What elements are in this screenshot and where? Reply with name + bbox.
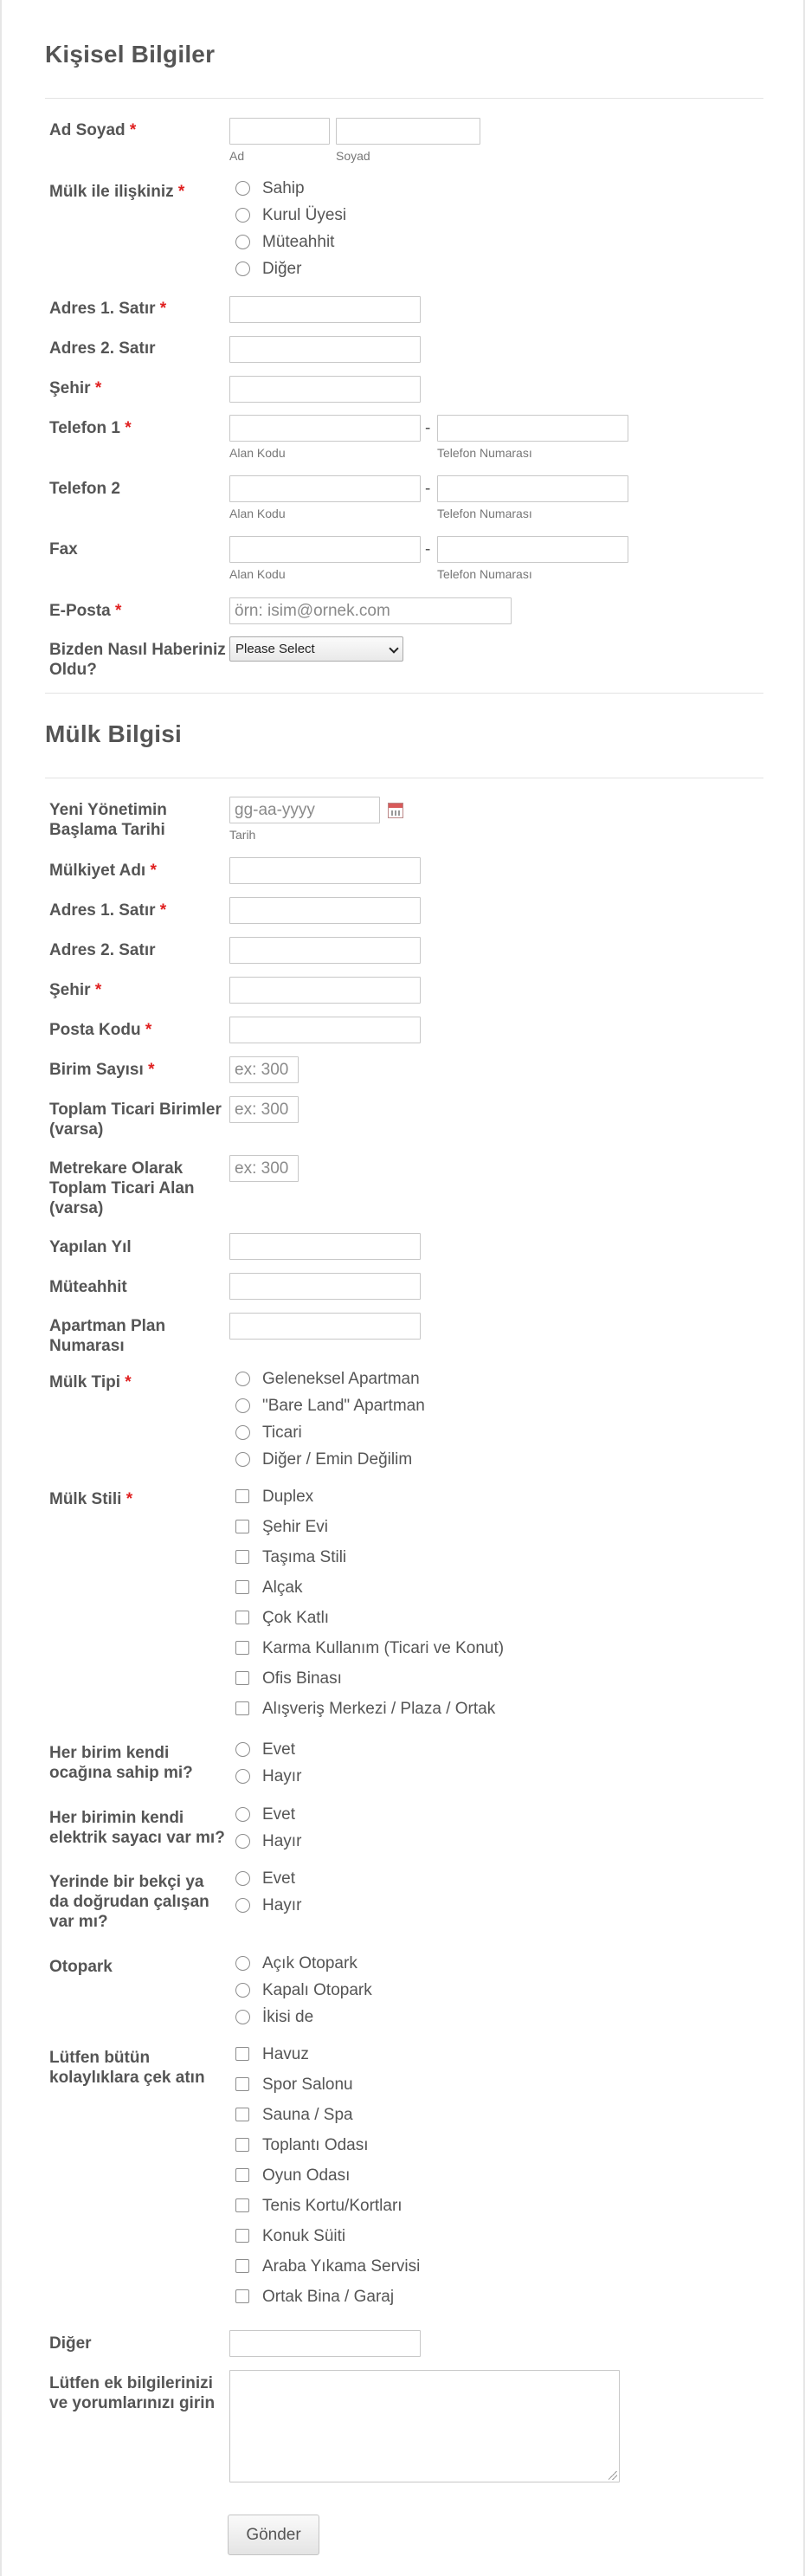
commercial-area-label: Metrekare Olarak Toplam Ticari Alan (varsa) — [49, 1159, 195, 1217]
parking-label: Otopark — [49, 1958, 113, 1976]
property-address1-label: Adres 1. Satır * — [49, 901, 167, 920]
phone2-label: Telefon 2 — [49, 480, 120, 498]
phone1-number-input[interactable] — [437, 415, 628, 442]
checkbox[interactable] — [235, 1611, 249, 1624]
own-meter-label: Her birimin kendi elektrik sayacı var mı? — [49, 1809, 225, 1847]
commercial-units-label: Toplam Ticari Birimler (varsa) — [49, 1101, 222, 1139]
first-name-input[interactable] — [229, 118, 330, 145]
checkbox[interactable] — [235, 1489, 249, 1503]
property-name-input[interactable] — [229, 857, 421, 884]
email-input[interactable] — [229, 597, 512, 624]
radio-button[interactable] — [235, 1871, 250, 1886]
property-city-label: Şehir * — [49, 981, 102, 999]
start-date-sublabel: Tarih — [229, 828, 256, 842]
other-input[interactable] — [229, 2330, 421, 2357]
radio-button[interactable] — [235, 1956, 250, 1971]
phone1-label: Telefon 1 * — [49, 419, 132, 437]
form: Kişisel Bilgiler Ad Soyad * Ad Soyad Mülk ile ilişkiniz * Sahip Kurul Üyesi Müteahhit Diğer Adres 1. Satır * Adres 2. Satır Şehir * Telefon 1 * - Alan Kodu Telefon Numarası Telefon 2 - Alan Kodu Telefon Numarası Fax - Alan Kodu Telefon Numarası E-Posta * örn: isim@ornek.com Bizden Nasıl Haberiniz Oldu? Please Select Mülk Bilgisi Yeni Yönetimin Başlama Tarihi gg-aa-yyyy Tarih Mülkiyet Adı * Adres 1. Satır * Adres 2. Satır Şehir * Posta Kodu * Birim Sayısı * ex: 300 Toplam Ticari Birimler (varsa) ex: 300 Metrekare Olarak Toplam Ticari Alan (varsa) ex: 300 Yapılan Yıl Müteahhit Apartman Plan Numarası Mülk Tipi * Geleneksel Apartman "Bare Land" Apartman Ticari Diğer / Emin Değilim Mülk Stili * Duplex Şehir Evi Taşıma Stili Alçak Çok Katlı Karma Kullanım (Ticari ve Konut) Ofis Binası Alışveriş Merkezi / Plaza / Ortak Her birim kendi ocağına sahip mi? Evet Hayır Her birimin kendi elektrik sayacı var mı? Evet Hayır Yerinde bir bekçi ya da doğrudan çalışan var mı? Evet Hayır Otopark Açık Otopark Kapalı Otopark İkisi de Lütfen bütün kolaylıklara çek atın Havuz Spor Salonu Sauna / Spa Toplantı Odası Oyun Odası Tenis Kortu/Kortları Konuk Süiti Araba Yıkama Servisi Ortak Bina / Garaj Diğer Lütfen ek bilgilerinizi ve yorumlarınızı girin Gönder — [0, 0, 805, 2576]
checkbox[interactable] — [235, 2259, 249, 2273]
comments-label: Lütfen ek bilgilerinizi ve yorumlarınızı girin — [49, 2374, 216, 2412]
calendar-icon[interactable] — [388, 803, 403, 818]
submit-button[interactable]: Gönder — [228, 2515, 319, 2555]
section-divider — [45, 693, 763, 694]
own-stove-label: Her birim kendi ocağına sahip mi? — [49, 1744, 193, 1782]
comments-textarea[interactable] — [229, 2370, 620, 2482]
heard-label: Bizden Nasıl Haberiniz Oldu? — [49, 641, 226, 679]
property-address2-label: Adres 2. Satır — [49, 941, 156, 959]
section-divider — [45, 98, 763, 99]
address2-input[interactable] — [229, 336, 421, 363]
resize-handle-icon[interactable] — [609, 2471, 617, 2480]
fax-number-sublabel: Telefon Numarası — [437, 567, 532, 581]
start-date-label: Yeni Yönetimin Başlama Tarihi — [49, 801, 167, 839]
radio-button[interactable] — [235, 2010, 250, 2024]
phone1-area-sublabel: Alan Kodu — [229, 446, 286, 460]
checkbox[interactable] — [235, 1580, 249, 1594]
address2-label: Adres 2. Satır — [49, 339, 156, 358]
checkbox[interactable] — [235, 2108, 249, 2121]
fax-area-sublabel: Alan Kodu — [229, 567, 286, 581]
commercial-area-input[interactable] — [229, 1155, 299, 1182]
other-label: Diğer — [49, 2334, 92, 2353]
last-name-sublabel: Soyad — [336, 149, 370, 163]
heard-selected-value: Please Select — [235, 642, 315, 656]
property-address1-input[interactable] — [229, 897, 421, 924]
radio-button[interactable] — [235, 1807, 250, 1822]
checkbox[interactable] — [235, 2168, 249, 2182]
amenities-label: Lütfen bütün kolaylıklara çek atın — [49, 2049, 205, 2087]
checkbox[interactable] — [235, 2047, 249, 2061]
radio-button[interactable] — [235, 261, 250, 276]
chevron-down-icon — [389, 643, 398, 653]
phone1-number-sublabel: Telefon Numarası — [437, 446, 532, 460]
radio-button[interactable] — [235, 1398, 250, 1413]
checkbox[interactable] — [235, 1641, 249, 1655]
fax-area-input[interactable] — [229, 536, 421, 563]
checkbox[interactable] — [235, 1520, 249, 1533]
start-date-input[interactable] — [229, 797, 380, 823]
radio-button[interactable] — [235, 235, 250, 249]
radio-button[interactable] — [235, 1372, 250, 1386]
first-name-sublabel: Ad — [229, 149, 245, 163]
section-title-personal: Kişisel Bilgiler — [45, 41, 216, 68]
plan-number-input[interactable] — [229, 1313, 421, 1340]
phone2-dash: - — [425, 480, 431, 498]
checkbox[interactable] — [235, 2289, 249, 2303]
phone2-number-input[interactable] — [437, 475, 628, 502]
radio-button[interactable] — [235, 1742, 250, 1757]
plan-number-label: Apartman Plan Numarası — [49, 1317, 166, 1355]
phone2-number-sublabel: Telefon Numarası — [437, 507, 532, 520]
checkbox[interactable] — [235, 1701, 249, 1715]
heard-select[interactable] — [229, 636, 403, 662]
postal-label: Posta Kodu * — [49, 1021, 152, 1039]
guard-label: Yerinde bir bekçi ya da doğrudan çalışan var mı? — [49, 1873, 209, 1931]
address1-label: Adres 1. Satır * — [49, 300, 167, 318]
phone1-area-input[interactable] — [229, 415, 421, 442]
last-name-input[interactable] — [336, 118, 480, 145]
checkbox[interactable] — [235, 2229, 249, 2243]
radio-button[interactable] — [235, 181, 250, 196]
radio-button[interactable] — [235, 208, 250, 223]
radio-button[interactable] — [235, 1452, 250, 1467]
fax-dash: - — [425, 540, 431, 558]
checkbox[interactable] — [235, 2138, 249, 2152]
fax-label: Fax — [49, 540, 78, 558]
radio-button[interactable] — [235, 1425, 250, 1440]
phone1-dash: - — [425, 419, 431, 437]
checkbox[interactable] — [235, 2198, 249, 2212]
radio-button[interactable] — [235, 1898, 250, 1913]
property-type-label: Mülk Tipi * — [49, 1373, 132, 1391]
units-input[interactable] — [229, 1056, 299, 1083]
radio-button[interactable] — [235, 1834, 250, 1849]
units-label: Birim Sayısı * — [49, 1061, 155, 1079]
radio-button[interactable] — [235, 1769, 250, 1784]
checkbox[interactable] — [235, 1550, 249, 1564]
city-label: Şehir * — [49, 379, 102, 397]
property-address2-input[interactable] — [229, 937, 421, 964]
section-title-property: Mülk Bilgisi — [45, 720, 182, 747]
checkbox[interactable] — [235, 1671, 249, 1685]
year-built-label: Yapılan Yıl — [49, 1238, 132, 1256]
property-name-label: Mülkiyet Adı * — [49, 862, 157, 880]
address1-input[interactable] — [229, 296, 421, 323]
year-built-input[interactable] — [229, 1233, 421, 1260]
property-city-input[interactable] — [229, 977, 421, 1004]
phone2-area-sublabel: Alan Kodu — [229, 507, 286, 520]
contractor-input[interactable] — [229, 1273, 421, 1300]
name-label: Ad Soyad * — [49, 121, 137, 139]
checkbox[interactable] — [235, 2077, 249, 2091]
phone2-area-input[interactable] — [229, 475, 421, 502]
property-style-label: Mülk Stili * — [49, 1490, 133, 1508]
postal-input[interactable] — [229, 1017, 421, 1043]
commercial-units-input[interactable] — [229, 1096, 299, 1123]
contractor-label: Müteahhit — [49, 1278, 127, 1296]
radio-button[interactable] — [235, 1983, 250, 1998]
relation-label: Mülk ile ilişkiniz * — [49, 183, 185, 201]
email-label: E-Posta * — [49, 602, 122, 620]
city-input[interactable] — [229, 376, 421, 403]
fax-number-input[interactable] — [437, 536, 628, 563]
